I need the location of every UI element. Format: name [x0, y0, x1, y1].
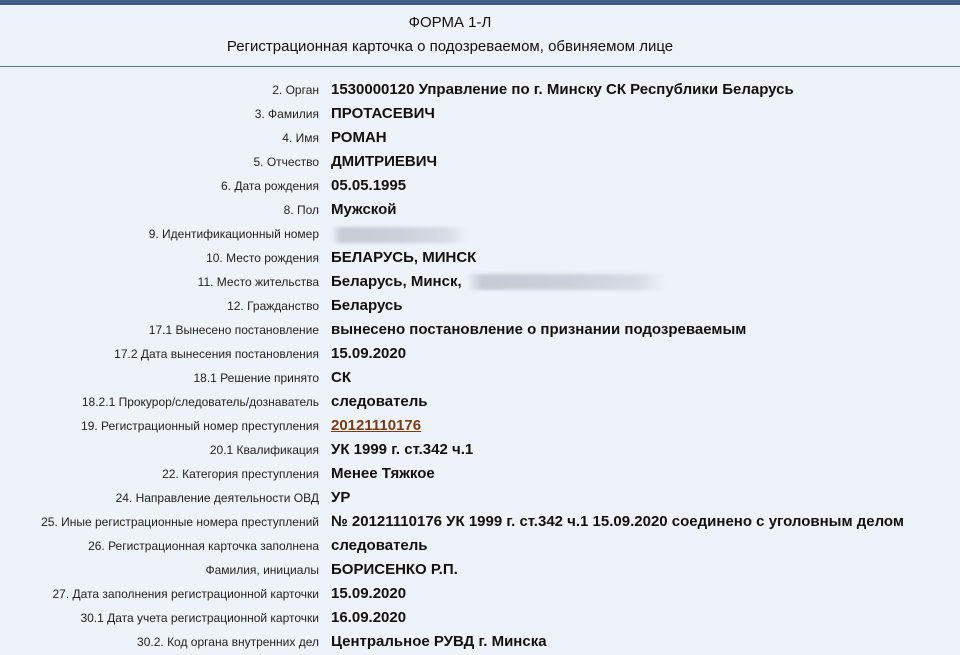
- field-value: вынесено постановление о признании подозреваемым: [331, 321, 747, 338]
- field-label: 19. Регистрационный номер преступления: [81, 419, 319, 433]
- field-label: 30.1 Дата учета регистрационной карточки: [80, 611, 319, 625]
- field-label: 9. Идентификационный номер: [148, 227, 319, 241]
- field-row-organ: [0, 79, 960, 103]
- field-value: БЕЛАРУСЬ, МИНСК: [331, 249, 477, 266]
- field-label: 3. Фамилия: [254, 107, 319, 121]
- field-label: 2. Орган: [272, 83, 319, 97]
- field-value: Центральное РУВД г. Минска: [331, 633, 547, 650]
- redacted-value: [331, 227, 467, 243]
- field-label: 12. Гражданство: [227, 299, 319, 313]
- field-value: [331, 273, 666, 290]
- field-label: 18.1 Решение принято: [193, 371, 319, 385]
- field-label: 30.2. Код органа внутренних дел: [137, 635, 319, 649]
- field-label: 25. Иные регистрационные номера преступлений: [41, 515, 319, 529]
- field-row-other-numbers: [0, 511, 960, 535]
- field-label: Фамилия, инициалы: [205, 563, 319, 577]
- field-label: 6. Дата рождения: [221, 179, 319, 193]
- field-label: 10. Место рождения: [206, 251, 319, 265]
- field-label: 4. Имя: [282, 131, 319, 145]
- field-row-crime-number: [0, 415, 960, 439]
- field-value: ПРОТАСЕВИЧ: [331, 105, 435, 122]
- field-row-decision: [0, 367, 960, 391]
- field-value: 1530000120 Управление по г. Минску СК Республики Беларусь: [331, 81, 794, 98]
- header-divider: [0, 66, 960, 67]
- field-row-direction: [0, 487, 960, 511]
- residence-value-text: Беларусь, Минск,: [331, 273, 462, 290]
- field-label: 22. Категория преступления: [162, 467, 319, 481]
- field-row-filled-by: [0, 535, 960, 559]
- field-row-category: [0, 463, 960, 487]
- field-row-resolution-date: [0, 343, 960, 367]
- field-label: 18.2.1 Прокурор/следователь/дознаватель: [81, 395, 319, 409]
- field-value: Мужской: [331, 201, 397, 218]
- field-row-sex: [0, 199, 960, 223]
- field-row-qualification: [0, 439, 960, 463]
- field-row-officer-name: [0, 559, 960, 583]
- field-value: БОРИСЕНКО Р.П.: [331, 561, 458, 578]
- field-value: 16.09.2020: [331, 609, 407, 626]
- field-value: № 20121110176 УК 1999 г. ст.342 ч.1 15.09.2020 соединено с уголовным делом: [331, 513, 904, 530]
- redacted-value: [466, 274, 666, 290]
- field-value: СК: [331, 369, 351, 386]
- field-label: 20.1 Квалификация: [209, 443, 319, 457]
- field-value: Менее Тяжкое: [331, 465, 435, 482]
- field-label: 17.2 Дата вынесения постановления: [114, 347, 319, 361]
- field-row-resolution: [0, 319, 960, 343]
- field-value: Беларусь: [331, 297, 403, 314]
- field-value: следователь: [331, 537, 428, 554]
- field-value: УР: [331, 489, 351, 506]
- field-row-residence: [0, 271, 960, 295]
- field-label: 27. Дата заполнения регистрационной карточки: [52, 587, 319, 601]
- field-row-birth-place: [0, 247, 960, 271]
- field-label: 17.1 Вынесено постановление: [148, 323, 319, 337]
- field-row-surname: [0, 103, 960, 127]
- field-value: 05.05.1995: [331, 177, 407, 194]
- field-row-birth-date: [0, 175, 960, 199]
- field-value: ДМИТРИЕВИЧ: [331, 153, 438, 170]
- field-row-investigator: [0, 391, 960, 415]
- field-value: УК 1999 г. ст.342 ч.1: [331, 441, 474, 458]
- field-label: 26. Регистрационная карточка заполнена: [88, 539, 319, 553]
- field-row-patronymic: [0, 151, 960, 175]
- field-label: 8. Пол: [283, 203, 319, 217]
- field-label: 11. Место жительства: [197, 275, 319, 289]
- field-row-name: [0, 127, 960, 151]
- field-value: следователь: [331, 393, 428, 410]
- registration-card-fields: [0, 79, 960, 655]
- field-label: 5. Отчество: [253, 155, 319, 169]
- field-row-record-date: [0, 607, 960, 631]
- form-subtitle: Регистрационная карточка о подозреваемом, обвиняемом лице: [226, 38, 674, 55]
- form-header: [0, 5, 960, 66]
- crime-number-link[interactable]: 20121110176: [331, 417, 422, 434]
- field-row-id-number: [0, 223, 960, 247]
- field-label: 24. Направление деятельности ОВД: [115, 491, 319, 505]
- field-row-fill-date: [0, 583, 960, 607]
- form-title: ФОРМА 1-Л: [408, 14, 492, 31]
- field-row-ovd-code: [0, 631, 960, 655]
- field-value: [331, 225, 467, 243]
- field-row-citizenship: [0, 295, 960, 319]
- field-value: 15.09.2020: [331, 585, 407, 602]
- field-value: 15.09.2020: [331, 345, 407, 362]
- field-value: РОМАН: [331, 129, 387, 146]
